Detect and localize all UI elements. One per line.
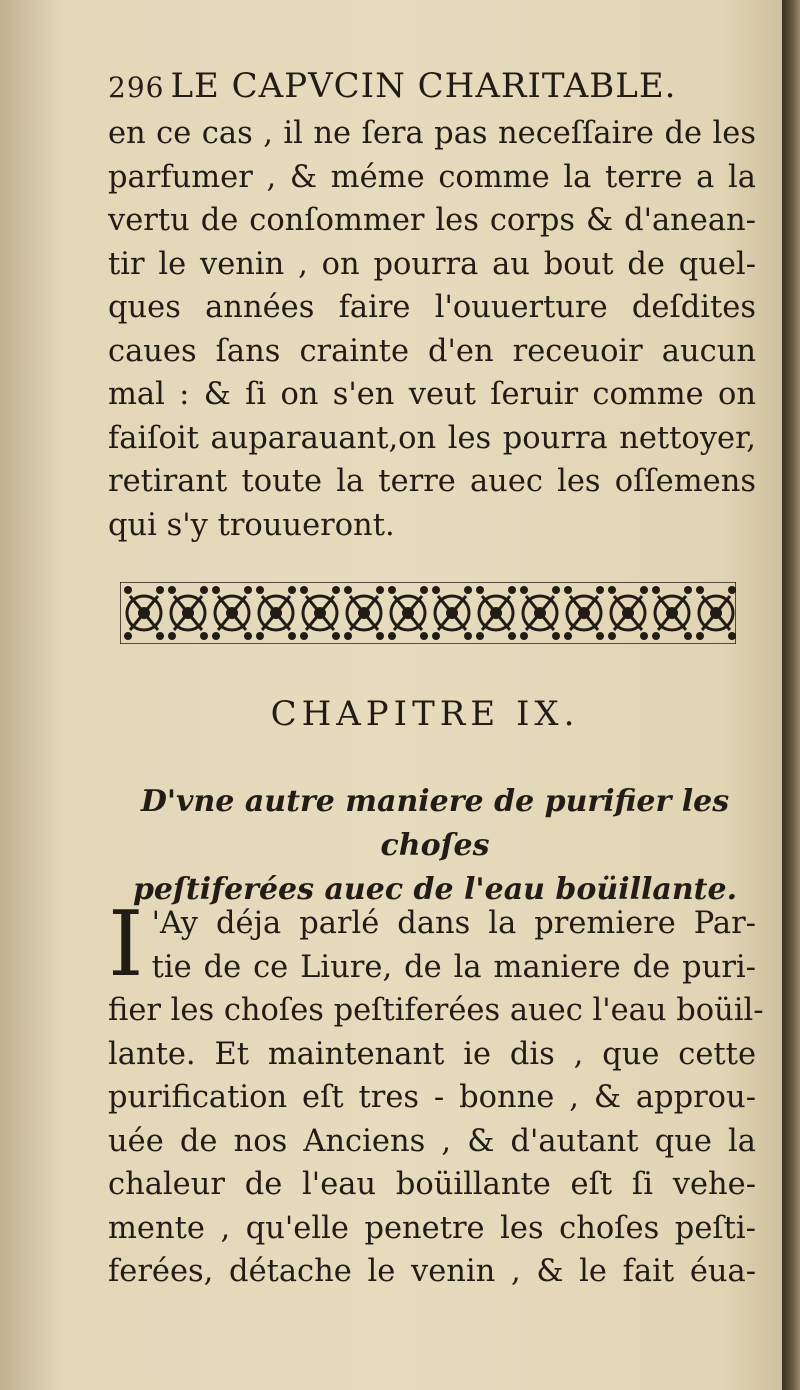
text-line: qui s'y trouueront. [108, 507, 395, 543]
text-line: vertu de conſommer les corps & d'anean- [108, 203, 756, 238]
text-line: ferées, détache le venin , & le fait éua- [108, 1254, 756, 1289]
text-line: purification eſt tres - bonne , & approu- [108, 1080, 756, 1115]
text-line: en ce cas , il ne ſera pas neceſſaire de les [108, 116, 756, 151]
ornament-motif [608, 586, 648, 640]
page-number: 296 [108, 71, 165, 104]
text-line: parfumer , & méme comme la terre a la [108, 159, 756, 195]
text-line: chaleur de l'eau boüillante eſt ſi vehe- [108, 1167, 756, 1202]
ornament-motif [124, 586, 164, 640]
subtitle-line: peſtiferées auec de l'eau boüillante. [132, 872, 738, 907]
binding-gutter [782, 0, 800, 1390]
text-line: ques années faire l'ouuerture deſdites [108, 290, 756, 325]
subtitle-line: D'vne autre maniere de purifier les choſes [140, 784, 730, 863]
ornament-motif [696, 586, 736, 640]
ornament-motif [168, 586, 208, 640]
text-line: tir le venin , on pourra au bout de quel- [108, 246, 756, 282]
chapter-subtitle [100, 780, 770, 912]
paragraph-2 [108, 892, 764, 1294]
running-header [108, 66, 756, 106]
text-line: uée de nos Anciens , & d'autant que la [108, 1123, 756, 1159]
text-line: caues ſans crainte d'en receuoir aucun [108, 333, 756, 369]
ornament-motif [652, 586, 692, 640]
ornament-motif [300, 586, 340, 640]
text-line: faiſoit auparauant,on les pourra nettoyer, [108, 420, 756, 456]
ornament-motif [476, 586, 516, 640]
ornament-motif [564, 586, 604, 640]
chapter-title: CHAPITRE IX. [270, 694, 580, 734]
ornament-motif [388, 586, 428, 640]
page-edge-shadow [0, 0, 60, 1390]
text-line: tie de ce Liure, de la maniere de puri- [151, 949, 756, 985]
text-line: fier les choſes peſtiferées auec l'eau boüil- [108, 993, 764, 1028]
ornamental-band [120, 582, 736, 644]
text-line: 'Ay déja parlé dans la premiere Par- [151, 906, 756, 941]
text-line: retirant toute la terre auec les oſſemens [108, 464, 756, 499]
ornament-motif [344, 586, 384, 640]
text-line: mal : & ſi on s'en veut ſeruir comme on [108, 377, 756, 412]
ornament-motif [520, 586, 560, 640]
text-line: lante. Et maintenant ie dis , que cette [108, 1036, 756, 1072]
ornament-motif [432, 586, 472, 640]
text-line: mente , qu'elle penetre les choſes peſti- [108, 1210, 756, 1246]
running-title: LE CAPVCIN CHARITABLE. [170, 66, 677, 106]
drop-cap: I [108, 892, 144, 997]
ornament-motif [212, 586, 252, 640]
ornament-motif [256, 586, 296, 640]
paragraph-1 [108, 112, 756, 547]
